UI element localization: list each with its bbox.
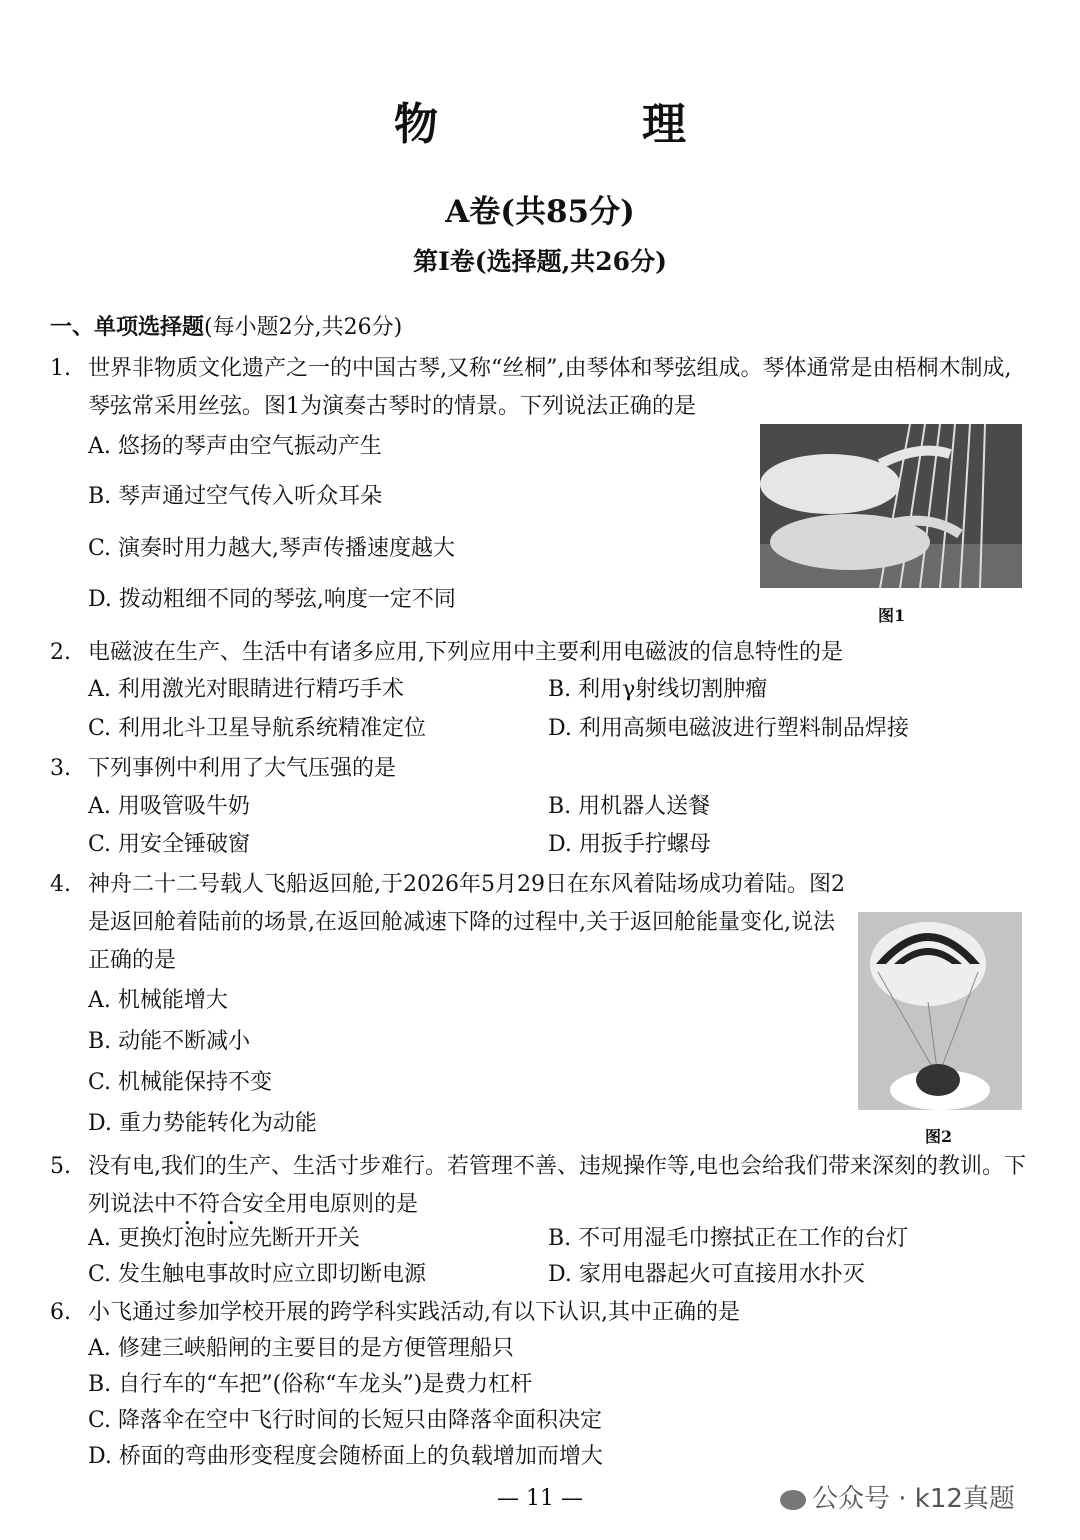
option-b: B. 自行车的“车把”(俗称“车龙头”)是费力杠杆 bbox=[88, 1372, 533, 1397]
option-b: B. 利用γ射线切割肿瘤 bbox=[548, 677, 768, 702]
option-a: A. 用吸管吸牛奶 bbox=[88, 794, 250, 819]
wechat-icon bbox=[780, 1490, 806, 1510]
paper-a-heading: A卷(共85分) bbox=[445, 194, 635, 230]
question-number: 4. bbox=[50, 872, 71, 897]
option-d: D. 桥面的弯曲形变程度会随桥面上的负载增加而增大 bbox=[88, 1444, 603, 1469]
option-a: A. 修建三峡船闸的主要目的是方便管理船只 bbox=[88, 1336, 514, 1361]
option-d: D. 利用高频电磁波进行塑料制品焊接 bbox=[548, 716, 909, 741]
question-2 bbox=[50, 634, 1030, 672]
figure-2-capsule-image bbox=[858, 912, 1022, 1110]
section-heading bbox=[50, 310, 402, 341]
question-number: 5. bbox=[50, 1154, 71, 1179]
question-text bbox=[88, 1148, 1030, 1230]
figure-2-caption: 图2 bbox=[925, 1127, 953, 1146]
option-a: A. 悠扬的琴声由空气振动产生 bbox=[88, 434, 382, 459]
question-number: 6. bbox=[50, 1300, 71, 1325]
option-c: C. 演奏时用力越大,琴声传播速度越大 bbox=[88, 536, 456, 561]
option-d: D. 用扳手拧螺母 bbox=[548, 832, 711, 857]
watermark bbox=[780, 1478, 1015, 1515]
option-d: D. 拨动粗细不同的琴弦,响度一定不同 bbox=[88, 587, 456, 612]
section-title: 一、单项选择题 bbox=[50, 314, 205, 340]
option-d: D. 重力势能转化为动能 bbox=[88, 1111, 317, 1136]
question-text: 世界非物质文化遗产之一的中国古琴,又称“丝桐”,由琴体和琴弦组成。琴体通常是由梧桐木制成,琴弦常采用丝弦。图1为演奏古琴时的情景。下列说法正确的是 bbox=[88, 356, 1012, 419]
emphasized-text: 不符合 bbox=[176, 1192, 243, 1217]
option-d: D. 家用电器起火可直接用水扑灭 bbox=[548, 1262, 865, 1287]
page-title: 物 理 bbox=[394, 99, 766, 150]
option-a: A. 利用激光对眼睛进行精巧手术 bbox=[88, 677, 404, 702]
question-text-part: 安全用电原则的是 bbox=[242, 1192, 419, 1217]
option-c: C. 降落伞在空中飞行时间的长短只由降落伞面积决定 bbox=[88, 1408, 603, 1433]
question-number: 2. bbox=[50, 640, 71, 665]
question-3 bbox=[50, 750, 1030, 788]
section-note: (每小题2分,共26分) bbox=[204, 315, 403, 340]
option-c: C. 用安全锤破窗 bbox=[88, 832, 251, 857]
question-6 bbox=[50, 1294, 1030, 1332]
option-b: B. 不可用湿毛巾擦拭正在工作的台灯 bbox=[548, 1226, 909, 1251]
option-b: B. 用机器人送餐 bbox=[548, 794, 711, 819]
question-text: 电磁波在生产、生活中有诸多应用,下列应用中主要利用电磁波的信息特性的是 bbox=[88, 640, 843, 665]
question-text: 小飞通过参加学校开展的跨学科实践活动,有以下认识,其中正确的是 bbox=[88, 1300, 740, 1325]
option-a: A. 机械能增大 bbox=[88, 988, 228, 1013]
question-text: 神舟二十二号载人飞船返回舱,于2026年5月29日在东风着陆场成功着陆。图2是返回舱着陆前的场景,在返回舱减速下降的过程中,关于返回舱能量变化,说法正确的是 bbox=[88, 872, 845, 973]
option-b: B. 动能不断减小 bbox=[88, 1029, 251, 1054]
figure-1-caption: 图1 bbox=[878, 606, 906, 625]
question-text-part: 没有电,我们的生产、生活寸步难行。若管理不善、违规操作等,电也会给我们带来深刻的教训。下列说法中 bbox=[88, 1154, 1026, 1217]
question-1 bbox=[50, 350, 1030, 426]
question-5 bbox=[50, 1148, 1030, 1230]
option-c: C. 利用北斗卫星导航系统精准定位 bbox=[88, 716, 427, 741]
option-c: C. 发生触电事故时应立即切断电源 bbox=[88, 1262, 427, 1287]
page-number: — 11 — bbox=[497, 1486, 583, 1511]
watermark-text: 公众号 · k12真题 bbox=[812, 1484, 1015, 1514]
question-number: 1. bbox=[50, 356, 71, 381]
part-one-heading: 第Ⅰ卷(选择题,共26分) bbox=[413, 247, 667, 276]
option-b: B. 琴声通过空气传入听众耳朵 bbox=[88, 484, 383, 509]
option-c: C. 机械能保持不变 bbox=[88, 1070, 273, 1095]
option-a: A. 更换灯泡时应先断开开关 bbox=[88, 1226, 360, 1251]
figure-1-guqin-image bbox=[760, 424, 1022, 588]
question-text: 下列事例中利用了大气压强的是 bbox=[88, 756, 397, 781]
question-number: 3. bbox=[50, 756, 71, 781]
